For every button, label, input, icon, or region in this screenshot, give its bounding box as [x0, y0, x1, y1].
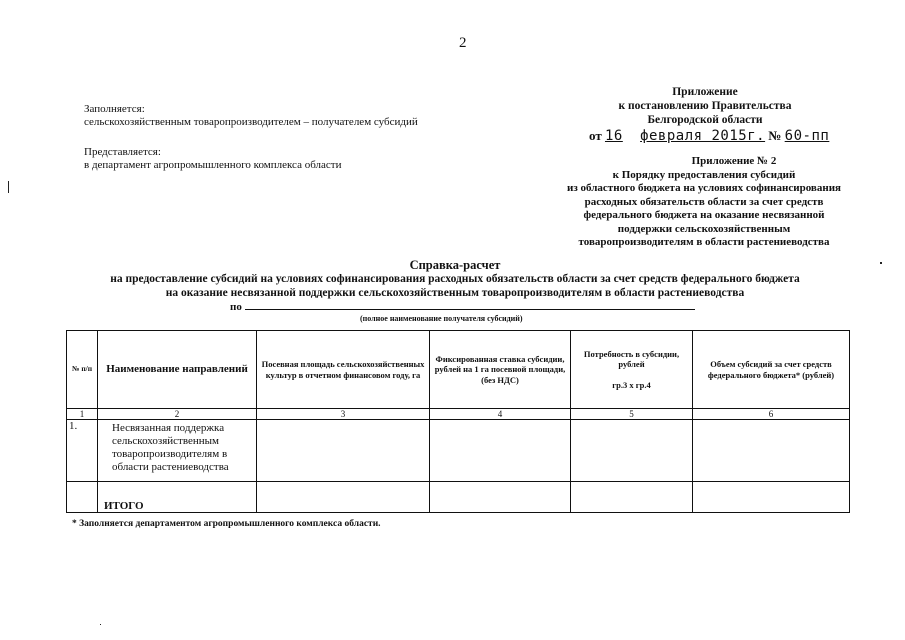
decree-number: 60-пп	[784, 128, 830, 144]
annex2-line: федерального бюджета на оказание несвязанной	[583, 209, 825, 221]
footnote: * Заполняется департаментом агропромышленного комплекса области.	[72, 519, 381, 529]
recipient-blank	[245, 298, 695, 310]
header-federal-volume: Объем субсидий за счет средств федерального бюджета* (рублей)	[693, 331, 850, 409]
total-federal-cell[interactable]	[693, 482, 850, 513]
scan-speck	[8, 181, 9, 193]
row-number: 1.	[67, 420, 98, 482]
document-subtitle-line1: на предоставление субсидий на условиях софинансирования расходных обязательств области за счет средств федерального бюджета	[110, 273, 800, 285]
filled-by-value: сельскохозяйственным товаропроизводителем – получателем субсидий	[84, 116, 418, 128]
annex-line2: к постановлению Правительства	[618, 100, 792, 112]
row-need-cell[interactable]	[571, 420, 693, 482]
column-number: 1	[67, 409, 98, 420]
column-number: 3	[257, 409, 430, 420]
header-need	[571, 331, 693, 409]
annex2-line: из областного бюджета на условиях софинансирования	[567, 182, 841, 194]
total-label: ИТОГО	[98, 482, 257, 513]
decree-month-year: февраля 2015г.	[640, 128, 766, 144]
recipient-caption: (полное наименование получателя субсидий)	[360, 314, 523, 323]
document-subtitle-line2: на оказание несвязанной поддержки сельскохозяйственным товаропроизводителям в области растениеводства	[165, 287, 745, 299]
annex2-title: Приложение № 2	[691, 155, 777, 167]
header-num: № п/п	[67, 331, 98, 409]
filled-by-block	[84, 103, 418, 129]
total-need-cell[interactable]	[571, 482, 693, 513]
column-number: 6	[693, 409, 850, 420]
header-need-formula: гр.3 х гр.4	[612, 379, 651, 390]
submitted-to-value: в департамент агропромышленного комплекса области	[84, 159, 342, 171]
annex2-line: товаропроизводителям в области растениеводства	[578, 236, 830, 248]
scan-speck	[100, 624, 101, 625]
annex2-line: расходных обязательств области за счет средств	[584, 195, 824, 208]
page-number: 2	[459, 35, 467, 51]
total-num-cell	[67, 482, 98, 513]
scan-speck	[880, 262, 882, 264]
document-title: Справка-расчет	[409, 258, 501, 272]
calculation-table	[66, 330, 850, 513]
total-area-cell[interactable]	[257, 482, 430, 513]
filled-by-label: Заполняется:	[84, 103, 145, 115]
total-row	[67, 482, 850, 513]
recipient-line	[230, 298, 695, 313]
annex-block	[585, 85, 825, 127]
column-number: 2	[98, 409, 257, 420]
decree-day: 16	[604, 128, 623, 144]
decree-from-prefix: от	[589, 128, 602, 143]
row-name: Несвязанная поддержка сельскохозяйственным товаропроизводителям в области растениеводства	[98, 420, 257, 482]
header-need-label: Потребность в субсидии, рублей	[583, 348, 680, 370]
column-number: 5	[571, 409, 693, 420]
recipient-prefix: по	[230, 301, 242, 313]
column-numbers-row	[67, 409, 850, 420]
header-area: Посевная площадь сельскохозяйственных культур в отчетном финансовом году, га	[257, 331, 430, 409]
table-header-row	[67, 331, 850, 409]
annex-line3: Белгородской области	[647, 114, 763, 126]
annex2-block	[548, 155, 860, 250]
column-number: 4	[430, 409, 571, 420]
header-name: Наименование направлений	[98, 331, 257, 409]
submitted-to-block	[84, 146, 341, 172]
row-rate-cell[interactable]	[430, 420, 571, 482]
decree-date-line	[589, 128, 829, 144]
submitted-to-label: Представляется:	[84, 146, 161, 158]
annex2-line: к Порядку предоставления субсидий	[612, 168, 796, 181]
decree-number-prefix: №	[768, 128, 782, 143]
table-row	[67, 420, 850, 482]
annex-title: Приложение	[672, 86, 738, 98]
row-area-cell[interactable]	[257, 420, 430, 482]
annex2-line: поддержки сельскохозяйственным	[617, 222, 791, 235]
row-federal-cell[interactable]	[693, 420, 850, 482]
total-rate-cell[interactable]	[430, 482, 571, 513]
document-title-block	[60, 258, 850, 300]
header-rate: Фиксированная ставка субсидии, рублей на 1 га посевной площади, (без НДС)	[430, 331, 571, 409]
